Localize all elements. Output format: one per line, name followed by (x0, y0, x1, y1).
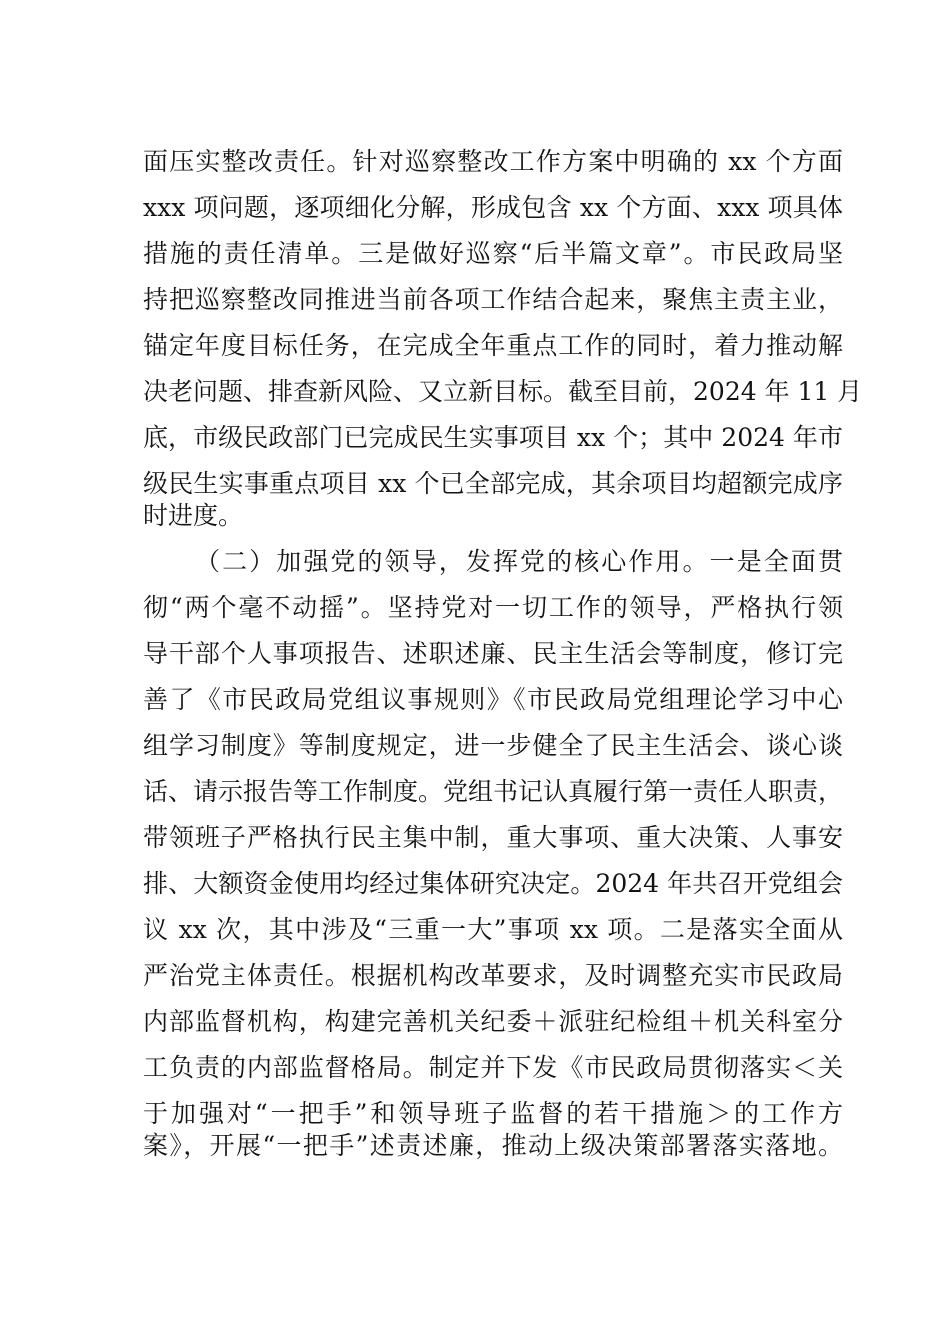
text-line: 善了《市民政局党组议事规则》《市民政局党组理论学习中心 (143, 685, 843, 714)
text-line: 严治党主体责任。根据机构改革要求，及时调整充实市民政局 (143, 961, 843, 990)
text-line: 于加强对“一把手”和领导班子监督的若干措施＞的工作方 (143, 1099, 843, 1128)
text-line: 面压实整改责任。针对巡察整改工作方案中明确的 xx 个方面 (143, 147, 843, 176)
text-line: 案》，开展“一把手”述责述廉，推动上级决策部署落实落地。 (143, 1131, 843, 1160)
text-line: 锚定年度目标任务，在完成全年重点工作的同时，着力推动解 (143, 331, 843, 360)
text-line: 级民生实事重点项目 xx 个已全部完成，其余项目均超额完成序 (143, 469, 843, 498)
text-line: 话、请示报告等工作制度。党组书记认真履行第一责任人职责， (143, 777, 844, 806)
text-line: 工负责的内部监督格局。制定并下发《市民政局贯彻落实＜关 (143, 1053, 843, 1082)
text-line: 排、大额资金使用均经过集体研究决定。2024 年共召开党组会 (143, 869, 843, 898)
text-line: 内部监督机构，构建完善机关纪委＋派驻纪检组＋机关科室分 (143, 1007, 843, 1036)
text-line: 底，市级民政部门已完成民生实事项目 xx 个；其中 2024 年市 (143, 423, 843, 452)
text-line: xxx 项问题，逐项细化分解，形成包含 xx 个方面、xxx 项具体 (143, 193, 843, 222)
text-line: 决老问题、排查新风险、又立新目标。截至目前，2024 年 11 月 (143, 377, 863, 406)
text-line: 组学习制度》等制度规定，进一步健全了民主生活会、谈心谈 (143, 731, 843, 760)
text-line: 议 xx 次，其中涉及“三重一大”事项 xx 项。二是落实全面从 (143, 915, 843, 944)
text-line: 持把巡察整改同推进当前各项工作结合起来，聚焦主责主业， (143, 285, 843, 314)
section-heading-line: （二）加强党的领导，发挥党的核心作用。一是全面贯 (195, 547, 843, 576)
text-line: 时进度。 (143, 501, 244, 530)
text-line: 措施的责任清单。三是做好巡察“后半篇文章”。市民政局坚 (143, 239, 843, 268)
text-line: 带领班子严格执行民主集中制，重大事项、重大决策、人事安 (143, 823, 843, 852)
text-line: 彻“两个毫不动摇”。坚持党对一切工作的领导，严格执行领 (143, 593, 843, 622)
text-line: 导干部个人事项报告、述职述廉、民主生活会等制度，修订完 (143, 639, 843, 668)
